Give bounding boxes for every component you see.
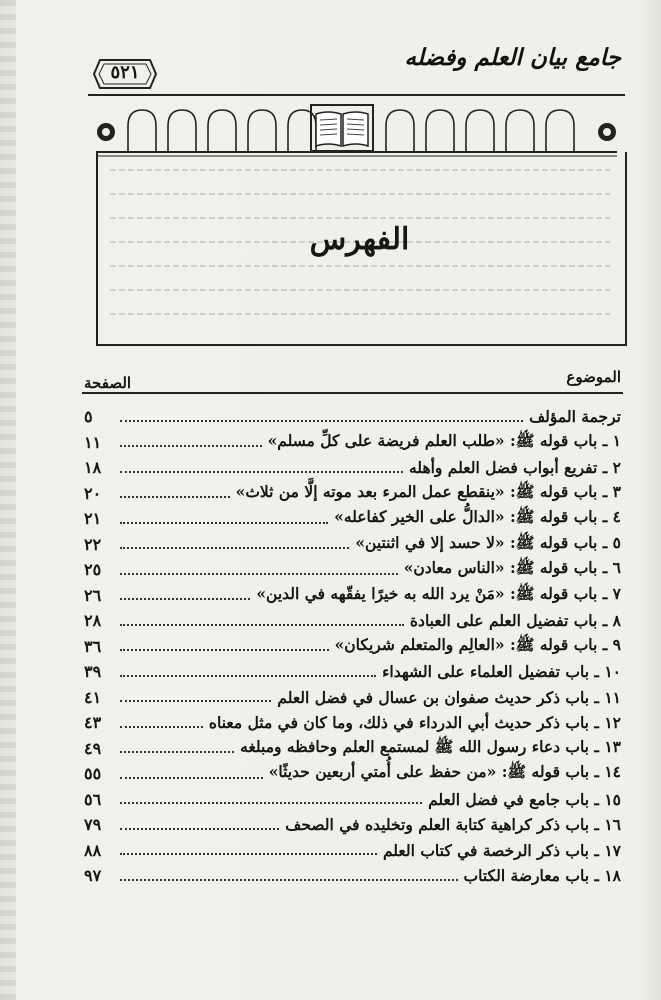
toc-entry-title: ٩ ـ باب قوله ﷺ: «العالِم والمتعلم شريكان» [334, 634, 621, 654]
toc-entry-title: ٣ ـ باب قوله ﷺ: «ينقطع عمل المرء بعد موته إلَّا من ثلاث» [235, 481, 621, 501]
toc-entry[interactable] [84, 710, 621, 736]
toc-entry-title: ٥ ـ باب قوله ﷺ: «لا حسد إلا في اثنتين» [355, 532, 621, 552]
toc-entry-page: ١١ [84, 432, 102, 452]
toc-entry-title: ١٢ ـ باب ذكر حديث أبي الدرداء في ذلك، وما كان في مثل معناه [208, 713, 621, 733]
toc-entry-title: ١٧ ـ باب ذكر الرخصة في كتاب العلم [382, 840, 621, 860]
dot-leader [120, 700, 271, 702]
toc-entry-page: ٥٦ [84, 789, 102, 809]
toc-entry-title: ٢ ـ تفريع أبواب فضل العلم وأهله [409, 458, 621, 478]
toc-entry-title: ٨ ـ باب تفضيل العلم على العبادة [409, 611, 621, 631]
dot-leader [120, 471, 403, 473]
dot-leader [120, 726, 203, 728]
toc-entry[interactable] [84, 659, 621, 685]
toc-entry-page: ٤٩ [84, 738, 102, 758]
toc-entry-page: ٤٣ [84, 713, 102, 733]
dot-leader [120, 496, 230, 498]
dot-leader [120, 802, 422, 804]
toc-entry-title: ١ ـ باب قوله ﷺ: «طلب العلم فريضة على كلِّ مسلم» [267, 430, 621, 450]
dot-leader [120, 828, 279, 830]
toc-entry-page: ١٨ [84, 458, 102, 478]
toc-entry-title: ١٥ ـ باب جامع في فضل العلم [428, 789, 621, 809]
toc-entry[interactable] [84, 787, 621, 813]
spiral-binding [0, 0, 16, 1000]
toc-entry[interactable] [84, 404, 621, 430]
toc-entry[interactable] [84, 634, 621, 660]
toc-entry-title: ٤ ـ باب قوله ﷺ: «الدالُّ على الخير كفاعله» [334, 507, 621, 527]
toc-entry-title: ٦ ـ باب قوله ﷺ: «الناس معادن» [403, 558, 621, 578]
toc-entry-page: ٢١ [84, 509, 102, 529]
toc-entry[interactable] [84, 812, 621, 838]
toc-entry-title: ترجمة المؤلف [529, 407, 621, 427]
dot-leader [120, 751, 234, 753]
toc-entry-title: ١٦ ـ باب ذكر كراهية كتابة العلم وتخليده في الصحف [285, 815, 621, 835]
toc-entry[interactable] [84, 506, 621, 532]
open-book-icon [310, 104, 374, 152]
toc-entry-title: ١٣ ـ باب دعاء رسول الله ﷺ لمستمع العلم وحافظه ومبلغه [240, 736, 621, 756]
toc-entry-page: ٤١ [84, 687, 102, 707]
page-number-badge [92, 58, 158, 90]
toc-entry-page: ٩٧ [84, 866, 102, 886]
dot-leader [120, 649, 329, 651]
page-number: ٥٢١ [110, 62, 140, 83]
toc-entry-page: ٢٠ [84, 483, 102, 503]
toc-entry[interactable] [84, 583, 621, 609]
dot-leader [120, 445, 262, 447]
toc-list [84, 404, 621, 889]
toc-entry-title: ٧ ـ باب قوله ﷺ: «مَنْ يرد الله به خيرًا يفقّهه في الدين» [256, 583, 621, 603]
dot-leader [120, 879, 458, 881]
toc-entry-page: ٣٦ [84, 636, 102, 656]
toc-entry-title: ١٨ ـ باب معارضة الكتاب [463, 866, 621, 886]
toc-entry-page: ٨٨ [84, 840, 102, 860]
toc-entry-page: ٢٢ [84, 534, 102, 554]
toc-entry-page: ٥٥ [84, 764, 102, 784]
dot-leader [120, 675, 376, 677]
toc-entry[interactable] [84, 761, 621, 787]
toc-entry-page: ٣٩ [84, 662, 102, 682]
toc-entry[interactable] [84, 608, 621, 634]
toc-entry[interactable] [84, 532, 621, 558]
toc-entry-page: ٧٩ [84, 815, 102, 835]
toc-entry-page: ٢٨ [84, 611, 102, 631]
dot-leader [120, 777, 263, 779]
toc-entry-page: ٢٥ [84, 560, 102, 580]
toc-entry[interactable] [84, 838, 621, 864]
dot-leader [120, 573, 398, 575]
toc-entry[interactable] [84, 430, 621, 456]
dot-leader [120, 522, 328, 524]
dot-leader [120, 624, 404, 626]
column-header-page: الصفحة [84, 374, 132, 392]
toc-entry[interactable] [84, 685, 621, 711]
toc-entry[interactable] [84, 863, 621, 889]
dot-leader [120, 547, 349, 549]
toc-entry[interactable] [84, 481, 621, 507]
toc-entry-title: ١٤ ـ باب قوله ﷺ: «من حفظ على أُمتي أربعين حديثًا» [268, 762, 621, 782]
toc-entry-page: ٥ [84, 407, 93, 427]
toc-entry-title: ١١ ـ باب ذكر حديث صفوان بن عسال في فضل العلم [277, 687, 621, 707]
toc-entry-page: ٢٦ [84, 585, 102, 605]
toc-entry[interactable] [84, 455, 621, 481]
column-rule [82, 392, 623, 394]
dot-leader [120, 420, 523, 422]
section-title: الفهرس [309, 222, 410, 257]
toc-entry[interactable] [84, 557, 621, 583]
column-header-topic: الموضوع [566, 368, 621, 386]
toc-entry-title: ١٠ ـ باب تفضيل العلماء على الشهداء [382, 662, 621, 682]
dot-leader [120, 853, 377, 855]
toc-entry[interactable] [84, 736, 621, 762]
book-title: جامع بيان العلم وفضله [404, 44, 621, 71]
dot-leader [120, 598, 250, 600]
